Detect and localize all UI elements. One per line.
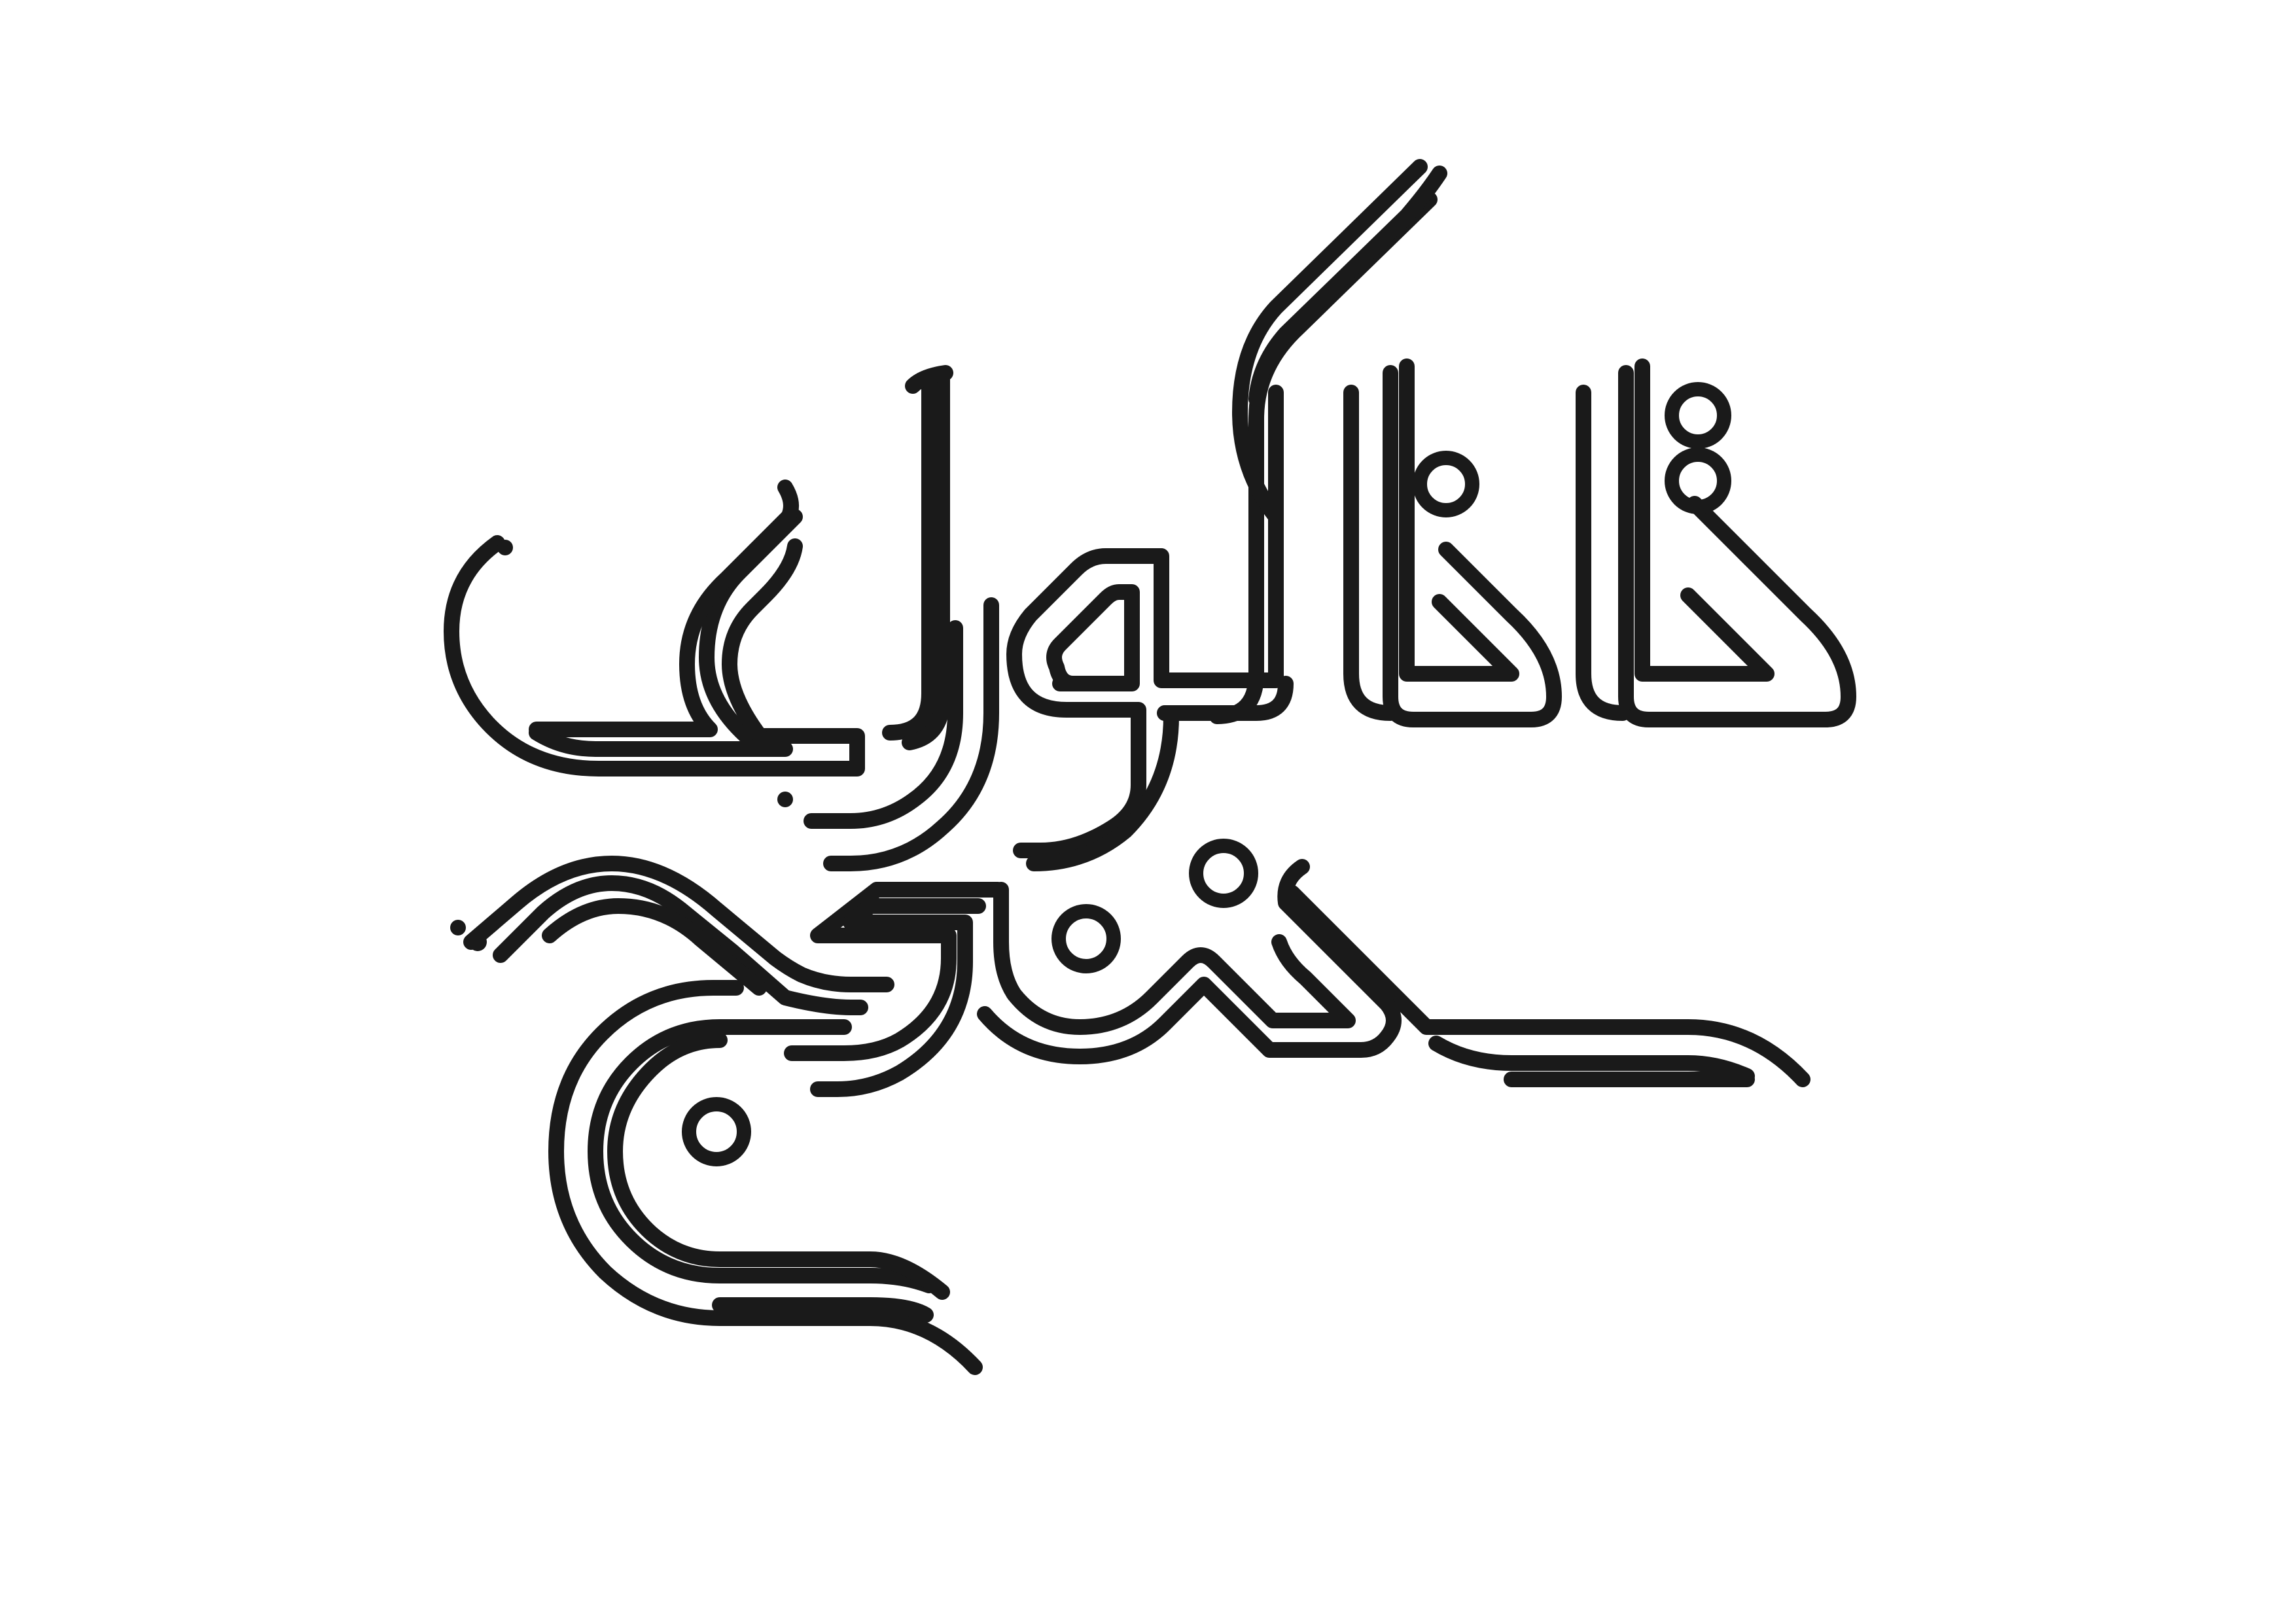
stroke-second-letter-inner	[1407, 366, 1511, 674]
stroke-middle-body-square	[1054, 592, 1132, 684]
dot-ring-second-letter	[1420, 458, 1472, 510]
dot-ring-bottom-bowl	[689, 1104, 744, 1159]
dot-top-left-small	[497, 540, 513, 555]
calligraphy-bottom-word	[450, 846, 1803, 1367]
stroke-right-stem	[1583, 393, 1623, 713]
dot-ring-right-upper	[1672, 389, 1724, 442]
dot-bottom-left-small	[450, 920, 466, 935]
dot-ring-bottom-right	[1196, 846, 1251, 901]
dot-top-mid-small	[777, 792, 793, 807]
dot-bottom-left-tip	[468, 933, 487, 951]
stroke-middle-body-outer	[1014, 393, 1276, 850]
stroke-alif-left-tall	[890, 379, 929, 733]
calligraphy-top-word	[451, 167, 1848, 864]
dot-ring-bottom-mid	[1059, 911, 1114, 966]
stroke-bottom-right-long-inner	[1436, 1043, 1747, 1076]
stroke-middle-descender	[1034, 716, 1171, 864]
